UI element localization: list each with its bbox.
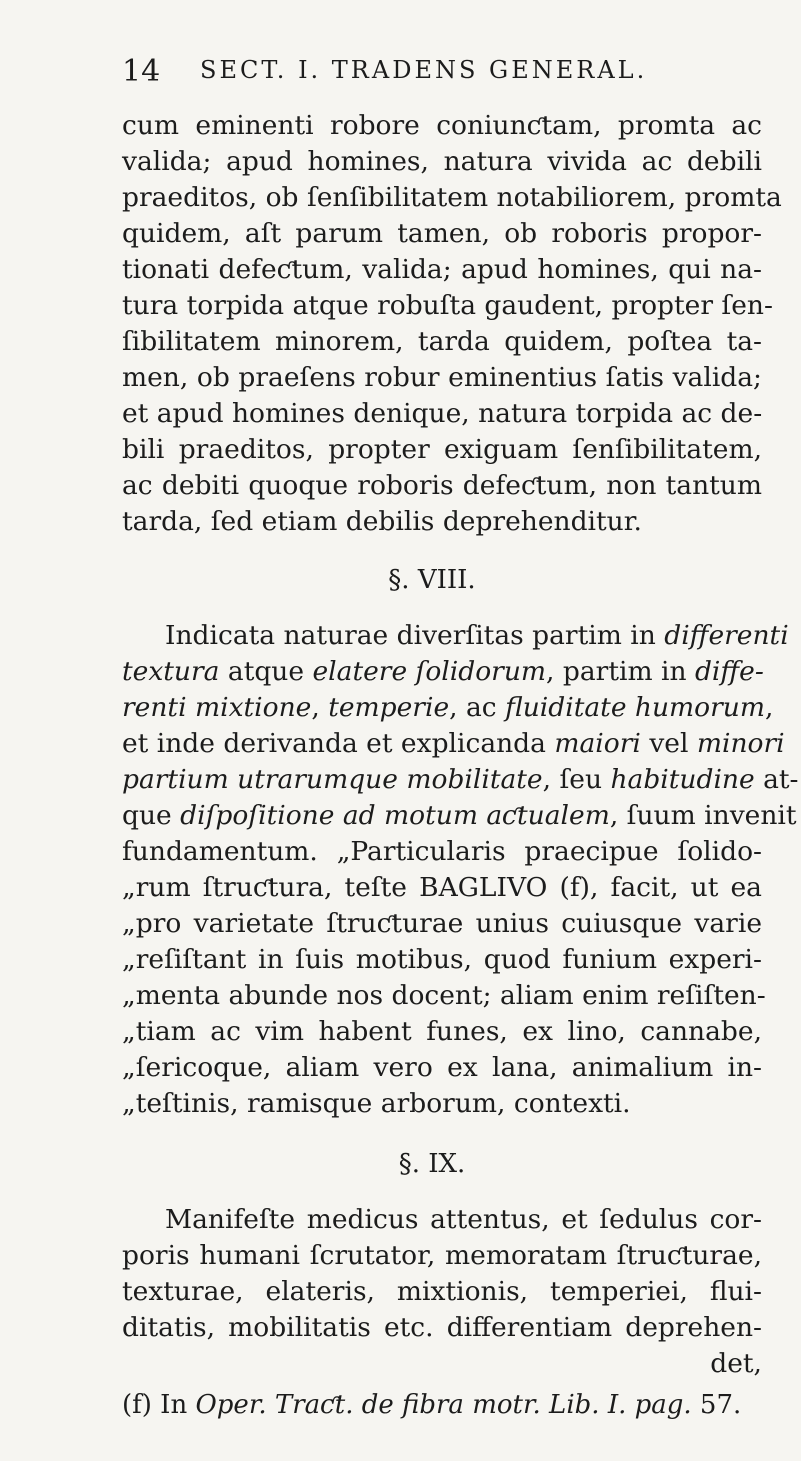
page-number: 14 (122, 54, 161, 89)
text-line: ac debiti quoque roboris defeƈtum, non tantum (122, 470, 762, 501)
text-line: et apud homines denique, natura torpida ac de- (122, 398, 763, 429)
text-line: praeditos, ob ſenſibilitatem notabiliorem, promta (122, 182, 782, 213)
text-line: „menta abunde nos docent; aliam enim reſiſten- (122, 980, 766, 1011)
text-line: valida; apud homines, natura vivida ac debili (122, 146, 762, 177)
running-title: SECT. I. TRADENS GENERAL. (200, 56, 648, 84)
text-line: et inde derivanda et explicanda maiori vel minori (122, 728, 785, 759)
text-line: ſibilitatem minorem, tarda quidem, poſtea ta- (122, 326, 762, 357)
text-line: Indicata naturae diverſitas partim in differenti (165, 620, 789, 651)
text-line: bili praeditos, propter exiguam ſenſibilitatem, (122, 434, 762, 465)
section-heading-viii: §. VIII. (388, 565, 476, 595)
running-header (122, 52, 742, 92)
text-line: que diſpoſitione ad motum aƈtualem, ſuum invenit (122, 800, 797, 831)
footnote: (f) In Oper. Traƈt. de fibra motr. Lib. I. pag. 57. (122, 1390, 742, 1420)
text-line: fundamentum. „Particularis praecipue ſolido- (122, 836, 762, 867)
text-line: Manifeſte medicus attentus, et ſedulus cor- (165, 1204, 762, 1235)
text-line: „pro varietate ſtruƈturae unius cuiusque varie (122, 908, 762, 939)
text-line: tionati defeƈtum, valida; apud homines, qui na- (122, 254, 762, 285)
text-line: „reſiſtant in ſuis motibus, quod funium experi- (122, 944, 762, 975)
text-line: renti mixtione, temperie, ac fluiditate humorum, (122, 692, 774, 723)
text-line: „teſtinis, ramisque arborum, contexti. (122, 1088, 631, 1119)
text-line: tarda, ſed etiam debilis deprehenditur. (122, 506, 642, 537)
text-line: cum eminenti robore coniunƈtam, promta ac (122, 110, 762, 141)
text-line: tura torpida atque robuſta gaudent, propter ſen- (122, 290, 773, 321)
text-line: textura atque elatere ſolidorum, partim in diffe- (122, 656, 764, 687)
text-line: partium utrarumque mobilitate, ſeu habitudine at- (122, 764, 799, 795)
text-line: men, ob praeſens robur eminentius ſatis valida; (122, 362, 762, 393)
text-line: „rum ſtruƈtura, teſte BAGLIVO (f), facit, ut ea (122, 872, 762, 903)
text-line: quidem, aſt parum tamen, ob roboris propor- (122, 218, 762, 249)
catchword: det, (710, 1348, 762, 1379)
text-line: texturae, elateris, mixtionis, temperiei, flui- (122, 1276, 762, 1307)
text-line: „tiam ac vim habent funes, ex lino, cannabe, (122, 1016, 762, 1047)
text-line: poris humani ſcrutator, memoratam ſtruƈturae, (122, 1240, 762, 1271)
text-line: „ſericoque, aliam vero ex lana, animalium in- (122, 1052, 762, 1083)
text-line: ditatis, mobilitatis etc. differentiam deprehen- (122, 1312, 762, 1343)
section-heading-ix: §. IX. (398, 1149, 466, 1179)
